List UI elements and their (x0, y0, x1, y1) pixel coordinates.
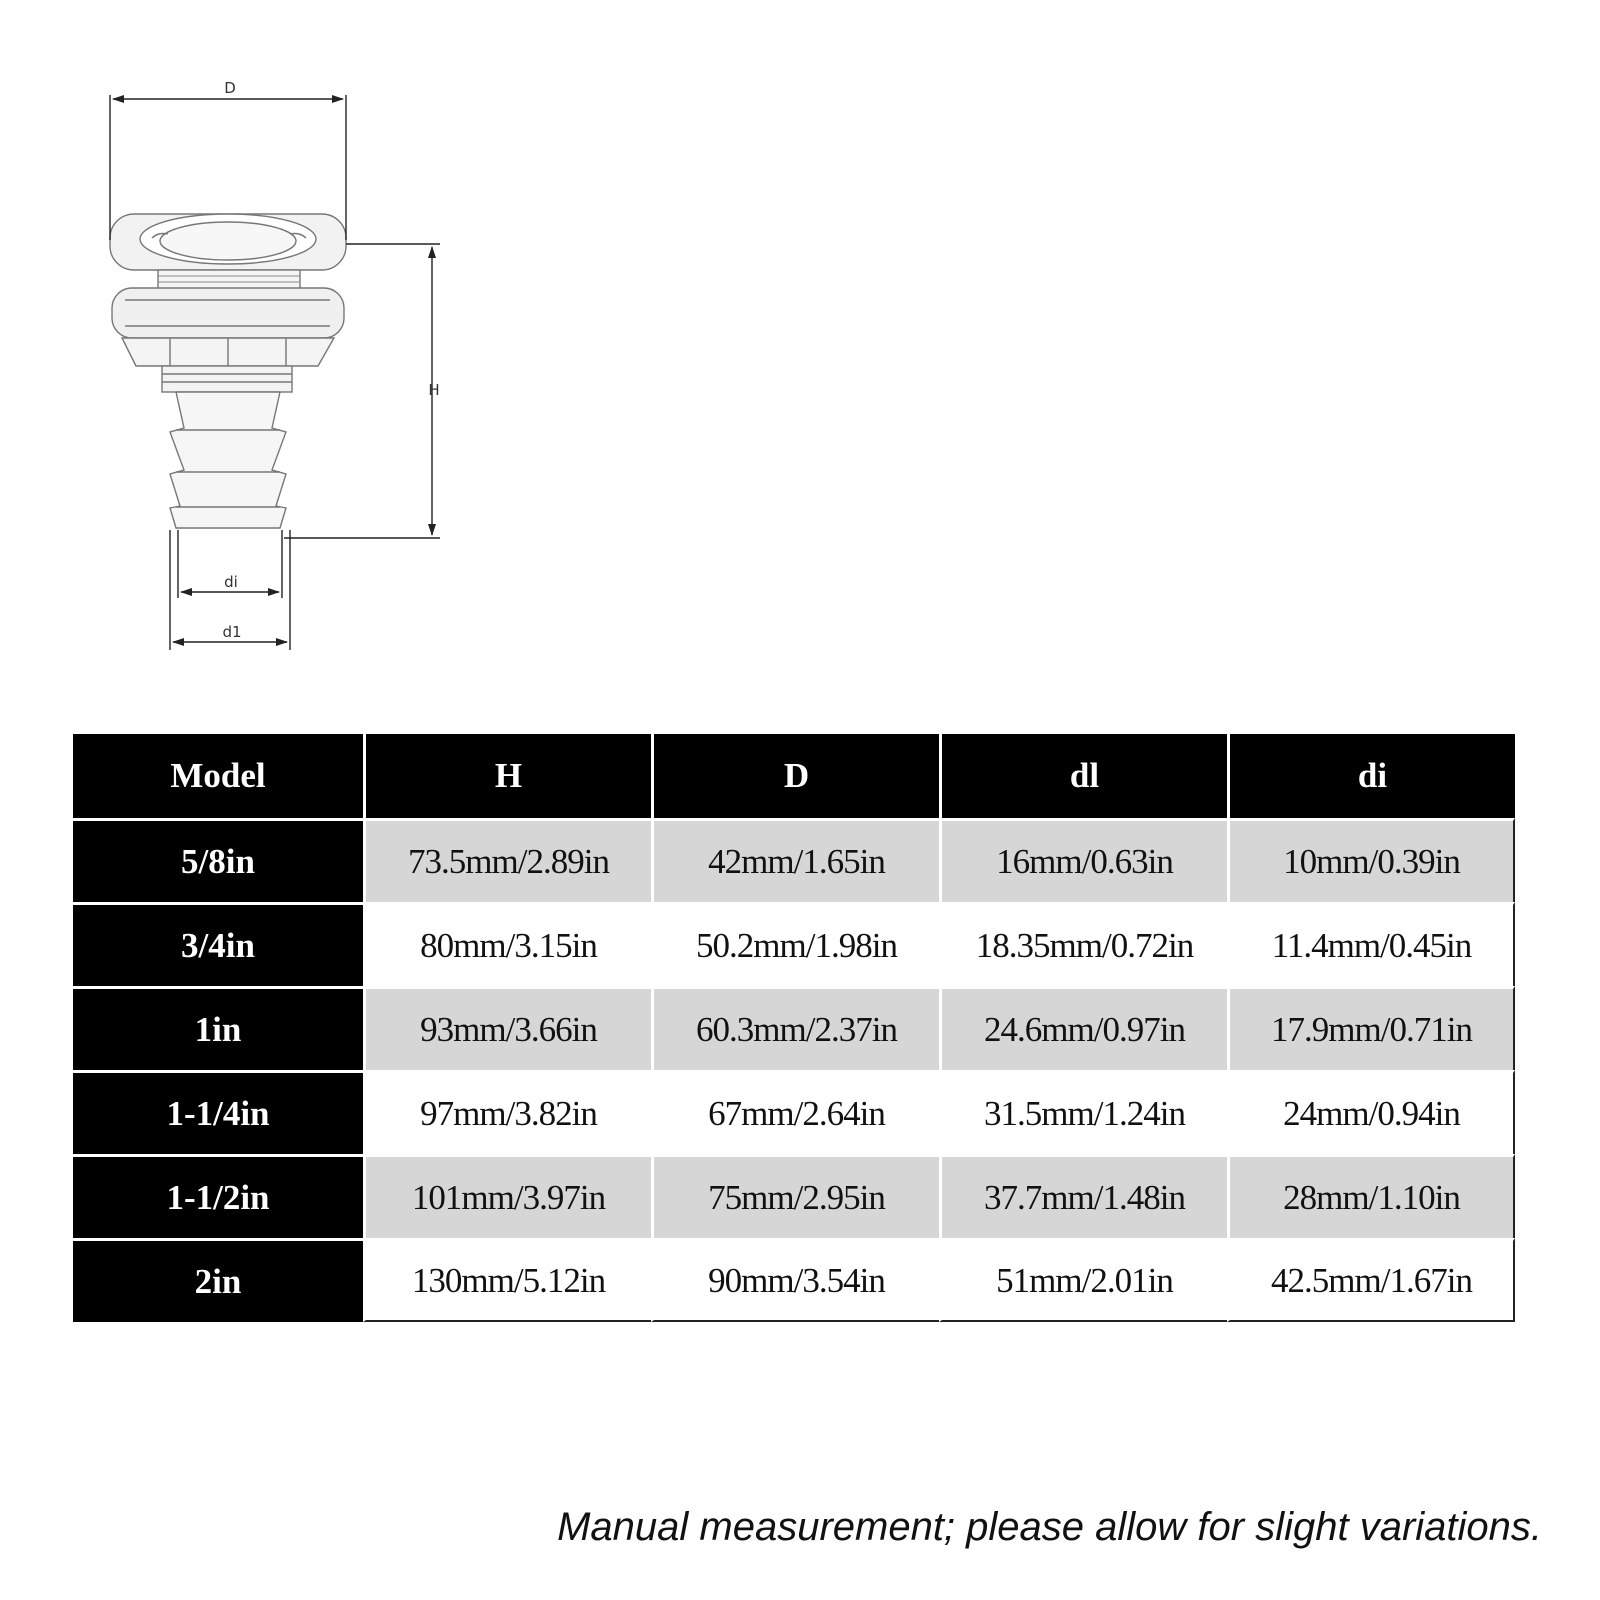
header-model: Model (73, 734, 363, 818)
cell-dl: 16mm/0.63in (939, 818, 1227, 902)
cell-di: 17.9mm/0.71in (1227, 986, 1515, 1070)
table-row (73, 986, 1515, 1070)
row-model: 3/4in (73, 902, 363, 986)
header-d: D (651, 734, 939, 818)
thru-hull-fitting-diagram (0, 0, 470, 680)
size-specification-table (73, 734, 1515, 1322)
measurement-note: Manual measurement; please allow for slight variations. (557, 1505, 1542, 1549)
header-dl: dl (939, 734, 1227, 818)
cell-d: 67mm/2.64in (651, 1070, 939, 1154)
row-model: 2in (73, 1238, 363, 1322)
cell-h: 97mm/3.82in (363, 1070, 651, 1154)
table-header-row (73, 734, 1515, 818)
row-model: 1in (73, 986, 363, 1070)
cell-h: 130mm/5.12in (363, 1238, 651, 1322)
cell-d: 50.2mm/1.98in (651, 902, 939, 986)
table-row (73, 1154, 1515, 1238)
dimension-label-di: di (224, 573, 238, 591)
header-di: di (1227, 734, 1515, 818)
cell-d: 60.3mm/2.37in (651, 986, 939, 1070)
table-row (73, 1070, 1515, 1154)
fitting-drawing (110, 214, 346, 528)
row-model: 1-1/4in (73, 1070, 363, 1154)
cell-h: 73.5mm/2.89in (363, 818, 651, 902)
table-row (73, 902, 1515, 986)
cell-dl: 37.7mm/1.48in (939, 1154, 1227, 1238)
dimension-label-D: D (224, 79, 236, 97)
cell-dl: 18.35mm/0.72in (939, 902, 1227, 986)
cell-d: 42mm/1.65in (651, 818, 939, 902)
cell-h: 80mm/3.15in (363, 902, 651, 986)
row-model: 1-1/2in (73, 1154, 363, 1238)
cell-d: 90mm/3.54in (651, 1238, 939, 1322)
dimension-label-H: H (428, 381, 440, 399)
cell-d: 75mm/2.95in (651, 1154, 939, 1238)
cell-di: 11.4mm/0.45in (1227, 902, 1515, 986)
cell-dl: 24.6mm/0.97in (939, 986, 1227, 1070)
cell-h: 93mm/3.66in (363, 986, 651, 1070)
cell-h: 101mm/3.97in (363, 1154, 651, 1238)
dimension-label-d1: d1 (222, 623, 242, 641)
cell-dl: 51mm/2.01in (939, 1238, 1227, 1322)
table-row (73, 818, 1515, 902)
cell-di: 10mm/0.39in (1227, 818, 1515, 902)
header-h: H (363, 734, 651, 818)
row-model: 5/8in (73, 818, 363, 902)
cell-di: 28mm/1.10in (1227, 1154, 1515, 1238)
cell-dl: 31.5mm/1.24in (939, 1070, 1227, 1154)
cell-di: 24mm/0.94in (1227, 1070, 1515, 1154)
cell-di: 42.5mm/1.67in (1227, 1238, 1515, 1322)
table-row (73, 1238, 1515, 1322)
